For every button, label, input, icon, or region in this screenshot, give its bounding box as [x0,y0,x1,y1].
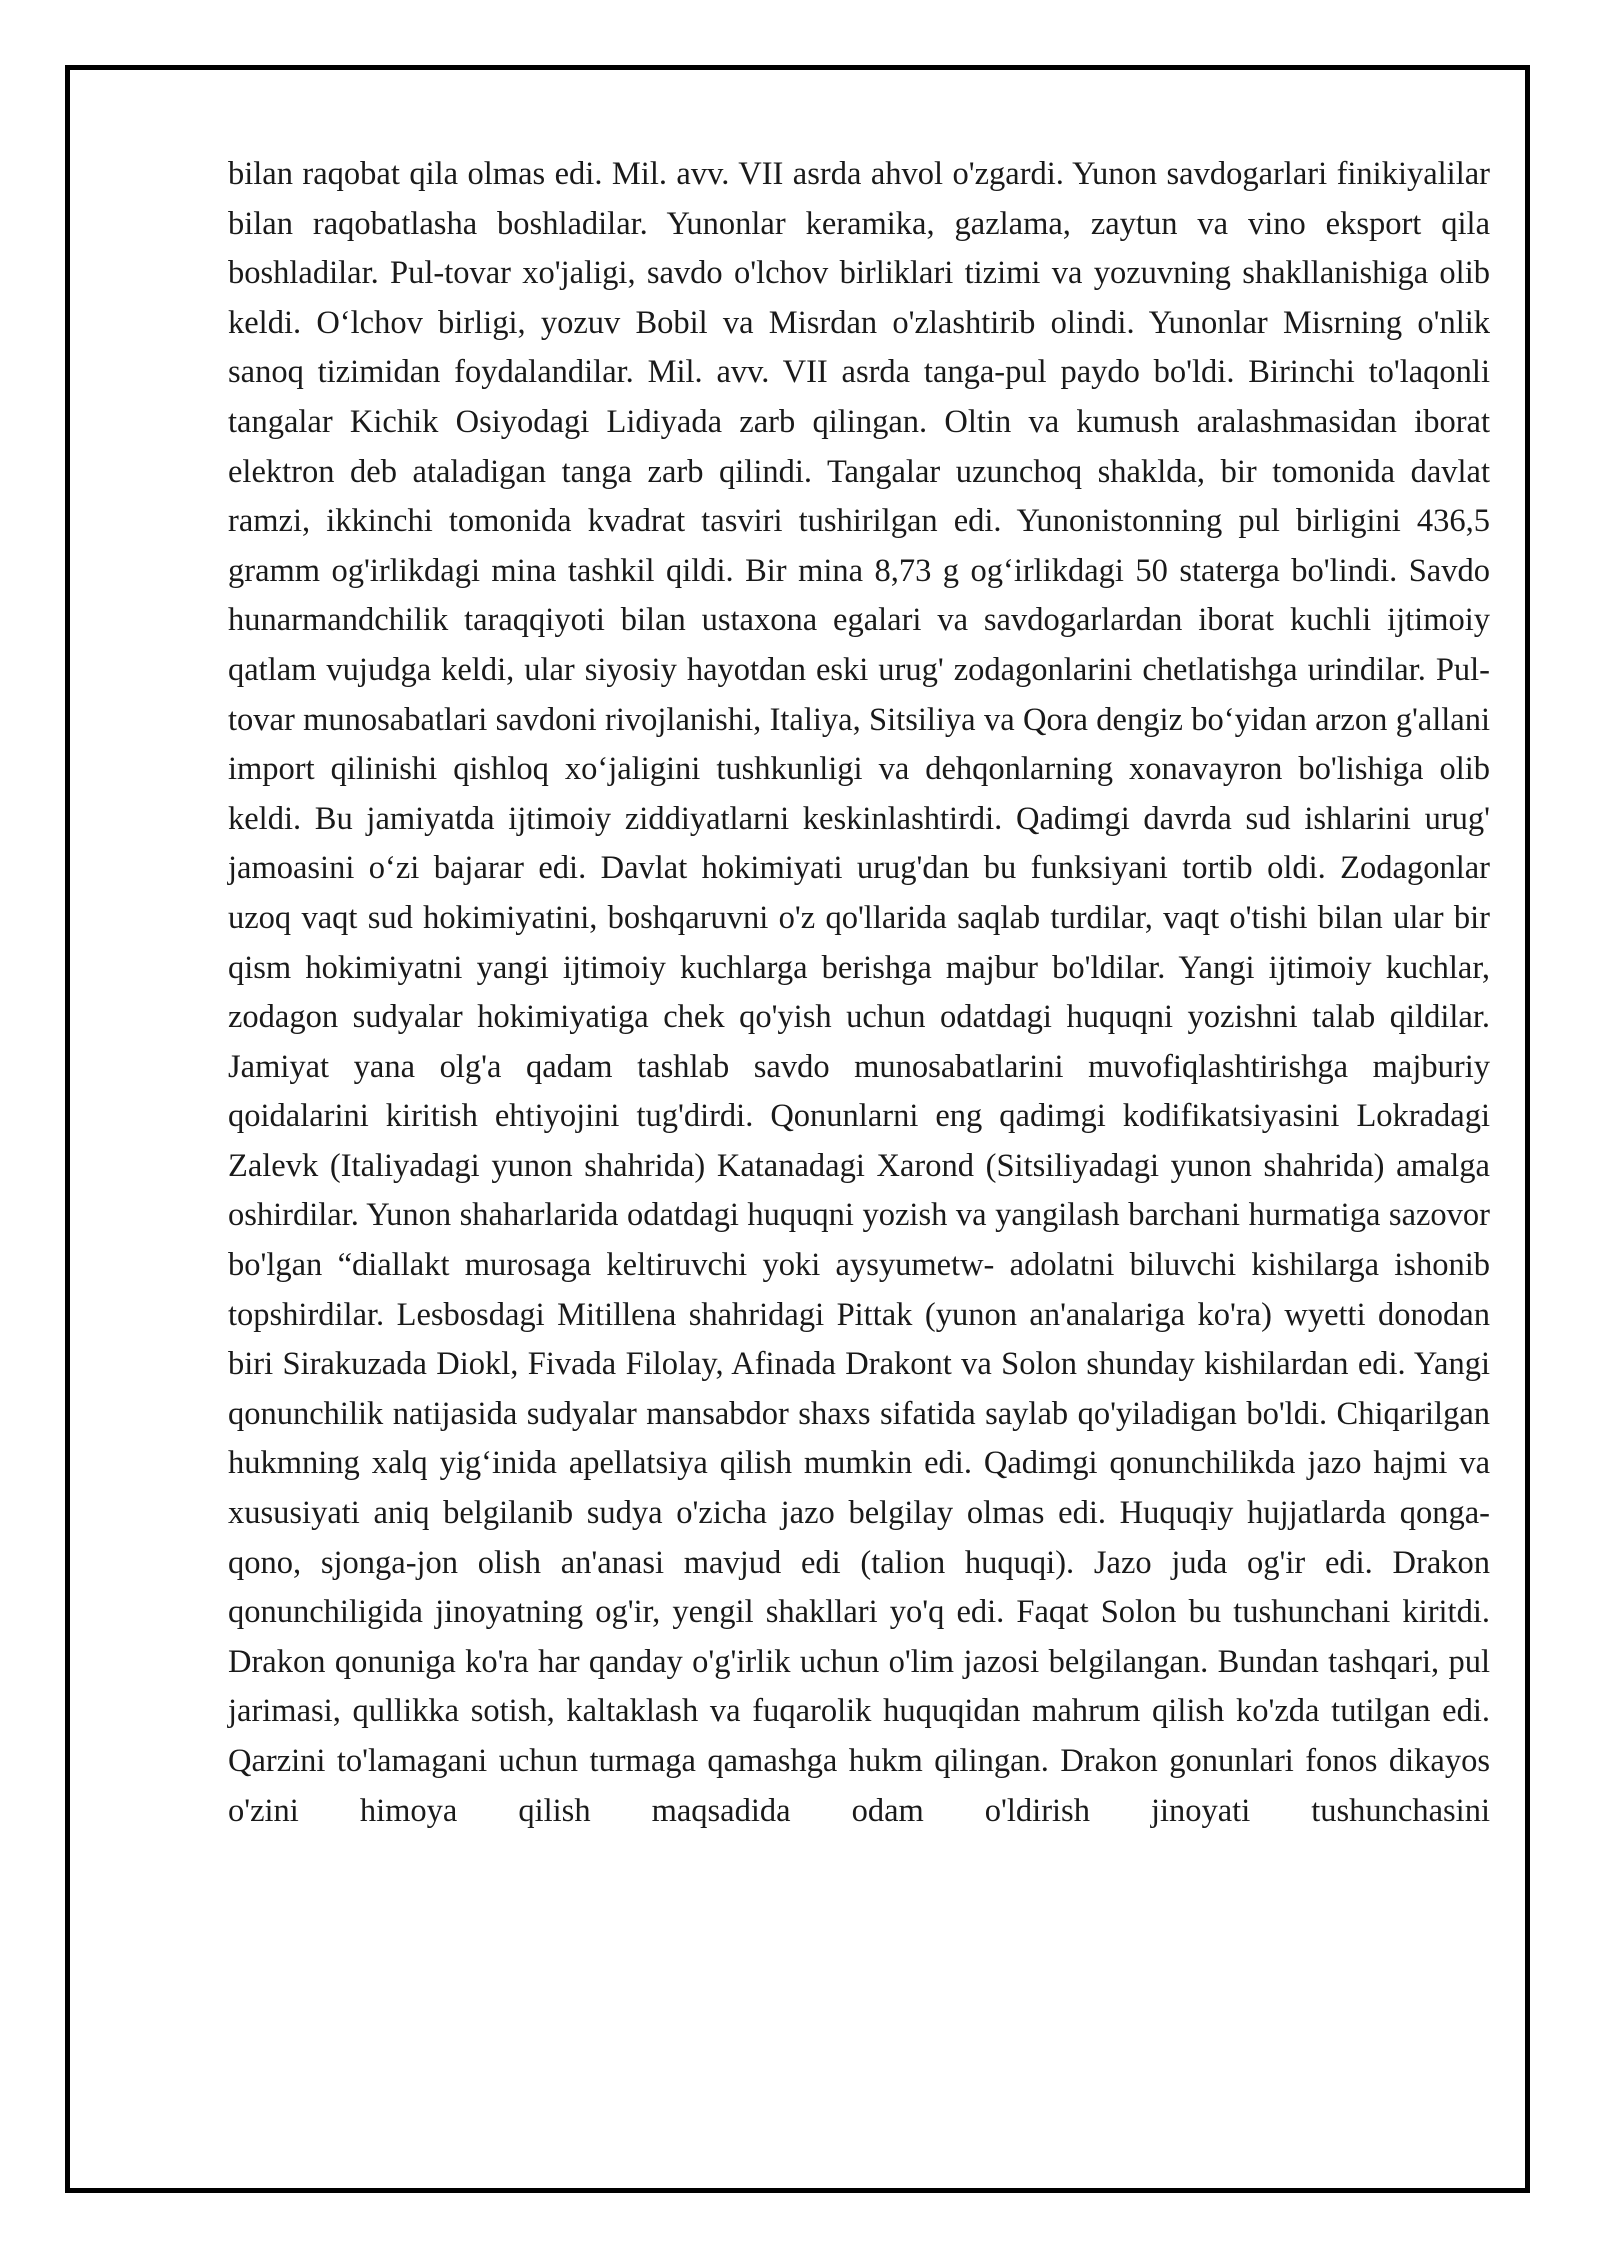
body-paragraph: bilan raqobat qila olmas edi. Mil. avv. VII asrda ahvol o'zgardi. Yunon savdogarlari finikiyalilar bilan raqobatlasha boshladilar. Yunonlar keramika, gazlama, zaytun va vino eksport qila boshladilar. Pul-tovar xo'jaligi, savdo o'lchov birliklari tizimi va yozuvning shakllanishiga olib keldi. O‘lchov birligi, yozuv Bobil va Misrdan o'zlashtirib olindi. Yunonlar Misrning o'nlik sanoq tizimidan foydalandilar. Mil. avv. VII asrda tanga-pul paydo bo'ldi. Birinchi to'laqonli tangalar Kichik Osiyodagi Lidiyada zarb qilingan. Oltin va kumush aralashmasidan iborat elektron deb ataladigan tanga zarb qilindi. Tangalar uzunchoq shaklda, bir tomonida davlat ramzi, ikkinchi tomonida kvadrat tasviri tushirilgan edi. Yunonistonning pul birligini 436,5 gramm og'irlikdagi mina tashkil qildi. Bir mina 8,73 g og‘irlikdagi 50 staterga bo'lindi. Savdo hunarmandchilik taraqqiyoti bilan ustaxona egalari va savdogarlardan iborat kuchli ijtimoiy qatlam vujudga keldi, ular siyosiy hayotdan eski urug' zodagonlarini chetlatishga urindilar. Pul-tovar munosabatlari savdoni rivojlanishi, Italiya, Sitsiliya va Qora dengiz bo‘yidan arzon g'allani import qilinishi qishloq xo‘jaligini tushkunligi va dehqonlarning xonavayron bo'lishiga olib keldi. Bu jamiyatda ijtimoiy ziddiyatlarni keskinlashtirdi. Qadimgi davrda sud ishlarini urug' jamoasini o‘zi bajarar edi. Davlat hokimiyati urug'dan bu funksiyani tortib oldi. Zodagonlar uzoq vaqt sud hokimiyatini, boshqaruvni o'z qo'llarida saqlab turdilar, vaqt o'tishi bilan ular bir qism hokimiyatni yangi ijtimoiy kuchlarga berishga majbur bo'ldilar. Yangi ijtimoiy kuchlar, zodagon sudyalar hokimiyatiga chek qo'yish uchun odatdagi huquqni yozishni talab qildilar. Jamiyat yana olg'a qadam tashlab savdo munosabatlarini muvofiqlashtirishga majburiy qoidalarini kiritish ehtiyojini tug'dirdi. Qonunlarni eng qadimgi kodifikatsiyasini Lokradagi Zalevk (Italiyadagi yunon shahrida) Katanadagi Xarond (Sitsiliyadagi yunon shahrida) amalga oshirdilar. Yunon shaharlarida odatdagi huquqni yozish va yangilash barchani hurmatiga sazovor bo'lgan “diallakt murosaga keltiruvchi yoki aysyumetw- adolatni biluvchi kishilarga ishonib topshirdilar. Lesbosdagi Mitillena shahridagi Pittak (yunon an'analariga ko'ra) wyetti donodan biri Sirakuzada Diokl, Fivada Filolay, Afinada Drakont va Solon shunday kishilardan edi. Yangi qonunchilik natijasida sudyalar mansabdor shaxs sifatida saylab qo'yiladigan bo'ldi. Chiqarilgan hukmning xalq yig‘inida apellatsiya qilish mumkin edi. Qadimgi qonunchilikda jazo hajmi va xususiyati aniq belgilanib sudya o'zicha jazo belgilay olmas edi. Huquqiy hujjatlarda qonga-qono, sjonga-jon olish an'anasi mavjud edi (talion huquqi). Jazo juda og'ir edi. Drakon qonunchiligida jinoyatning og'ir, yengil shakllari yo'q edi. Faqat Solon bu tushunchani kiritdi. Drakon qonuniga ko'ra har qanday o'g'irlik uchun o'lim jazosi belgilangan. Bundan tashqari, pul jarimasi, qullikka sotish, kaltaklash va fuqarolik huquqidan mahrum qilish ko'zda tutilgan edi. Qarzini to'lamagani uchun turmaga qamashga hukm qilingan. Drakon gonunlari fonos dikayos o'zini himoya qilish maqsadida odam o'ldirish jinoyati tushunchasini [228,156,1490,1829]
